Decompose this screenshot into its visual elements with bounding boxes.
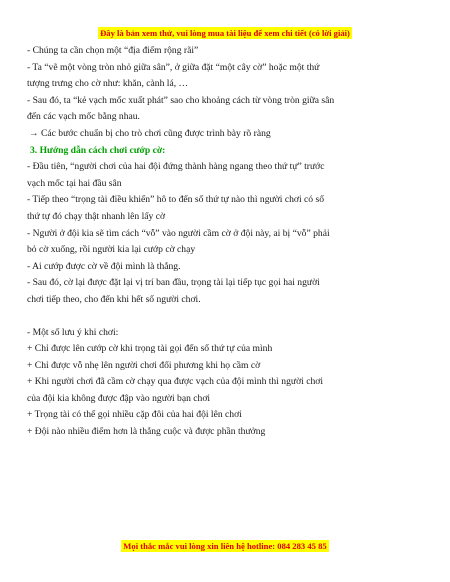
text-line: vạch mốc tại hai đầu sân bbox=[27, 177, 122, 189]
text-line: + Đội nào nhiều điểm hơn là thắng cuộc và được phần thưởng bbox=[27, 426, 266, 438]
text-line: - Người ở đội kia sẽ tìm cách “vỗ” vào người cầm cờ ở đội này, ai bị “vỗ” phải bbox=[27, 227, 330, 239]
text-line: của đội kia không được đập vào người bạn chơi bbox=[27, 392, 211, 404]
text-line: đến các vạch mốc bằng nhau. bbox=[27, 111, 140, 123]
text-line: - Ta “vẽ một vòng tròn nhỏ giữa sân”, ở giữa đặt “một cây cờ” hoặc một thứ bbox=[27, 61, 320, 73]
text-line: - Chúng ta cần chọn một “địa điểm rộng rãi” bbox=[27, 45, 199, 56]
text-line: bỏ cờ xuống, rồi người kia lại cướp cờ chạy bbox=[27, 244, 196, 256]
text-line: chơi tiếp theo, cho đến khi hết số người chơi. bbox=[27, 293, 201, 305]
text-line: - Tiếp theo “trọng tài điều khiển” hô to đến số thứ tự nào thì người chơi có số bbox=[27, 194, 324, 206]
conclusion-line: → Các bước chuẩn bị cho trò chơi cũng được trình bày rõ ràng bbox=[29, 127, 271, 139]
text-line: - Một số lưu ý khi chơi: bbox=[27, 326, 119, 338]
preview-banner bbox=[0, 23, 450, 41]
text-line: + Chỉ được vỗ nhẹ lên người chơi đối phương khi họ cầm cờ bbox=[27, 359, 261, 371]
text-line: + Khi người chơi đã cầm cờ chạy qua được vạch của đội mình thì người chơi bbox=[27, 376, 324, 388]
text-line: - Đầu tiên, “người chơi của hai đội đứng thành hàng ngang theo thứ tự” trước bbox=[27, 161, 325, 173]
text-line: + Chỉ được lên cướp cờ khi trọng tài gọi đến số thứ tự của mình bbox=[27, 343, 273, 355]
text-line: thứ tự đó chạy thật nhanh lên lấy cờ bbox=[27, 210, 166, 222]
preview-banner-text: Đây là bản xem thử, vui lòng mua tài liệu để xem chi tiết (có lời giải) bbox=[100, 28, 350, 38]
text-line: - Sau đó, ta “kẻ vạch mốc xuất phát” sao cho khoảng cách từ vòng tròn giữa sân bbox=[27, 94, 335, 106]
text-line: + Trọng tài có thể gọi nhiều cặp đôi của hai đội lên chơi bbox=[27, 409, 242, 421]
text-line: - Sau đó, cờ lại được đặt lại vị trí ban đầu, trọng tài lại tiếp tục gọi hai người bbox=[27, 277, 320, 289]
spacer bbox=[27, 309, 427, 325]
text-line: - Ai cướp được cờ về đội mình là thắng. bbox=[27, 260, 181, 272]
text-line: tượng trưng cho cờ như: khăn, cành lá, … bbox=[27, 78, 189, 90]
hotline-footer bbox=[0, 536, 450, 554]
hotline-text: Mọi thắc mắc vui lòng xin liên hệ hotline: 084 283 45 85 bbox=[123, 541, 327, 551]
section-heading: 3. Hướng dẫn cách chơi cướp cờ: bbox=[30, 144, 166, 156]
document-body bbox=[27, 43, 427, 441]
